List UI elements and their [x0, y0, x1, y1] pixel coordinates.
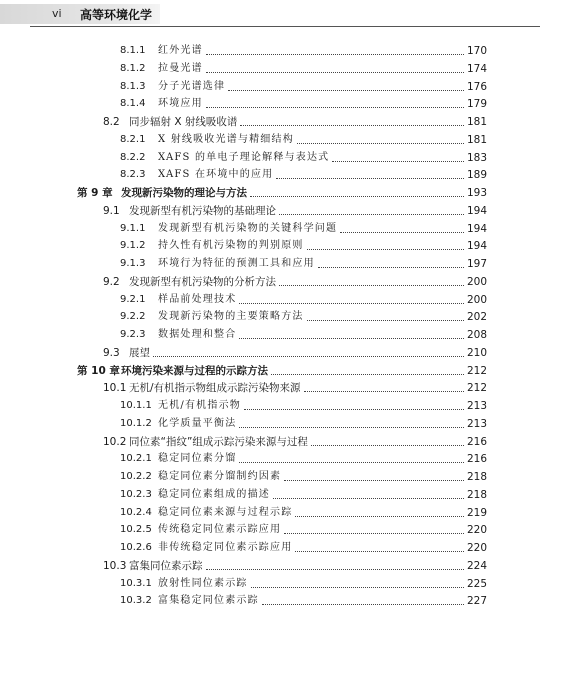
toc-entry-page: 170: [466, 45, 487, 57]
toc-entry-number: 9.1.1: [120, 222, 146, 234]
toc-entry-page: 194: [466, 240, 487, 253]
toc-entry[interactable]: [120, 255, 487, 273]
toc-entry-page: 194: [466, 222, 487, 235]
dot-leader: [251, 586, 464, 588]
toc-entry-number: 10.2.5: [120, 524, 152, 536]
header-rule: [30, 26, 540, 27]
toc-entry-page: 219: [466, 506, 487, 519]
dot-leader: [262, 603, 464, 605]
toc-entry-title: 放射性同位素示踪: [158, 577, 248, 589]
dot-leader: [206, 106, 464, 108]
toc-entry[interactable]: [103, 379, 487, 397]
toc-entry-number: 9.1.3: [120, 258, 146, 269]
toc-entry[interactable]: [120, 95, 487, 113]
toc-entry-title: 拉曼光谱: [158, 62, 203, 74]
toc-entry-title: 稳定同位素分馏制约因素: [158, 471, 282, 482]
dot-leader: [273, 497, 464, 499]
toc-entry-title: 富集同位素示踪: [129, 559, 203, 572]
toc-entry-page: 181: [466, 133, 487, 146]
dot-leader: [239, 302, 464, 304]
dot-leader: [295, 550, 464, 552]
toc-entry-title: 环境应用: [158, 98, 203, 110]
dot-leader: [295, 515, 464, 517]
toc-entry-page: 194: [466, 204, 487, 217]
toc-entry-title: 发现新型有机污染物的关键科学问题: [158, 222, 338, 234]
toc-entry-page: 181: [466, 116, 487, 128]
toc-entry-title: 稳定同位素分馏: [158, 453, 237, 465]
toc-entry-title: 化学质量平衡法: [158, 417, 237, 429]
toc-entry-title: 发现新污染物的主要策略方法: [158, 311, 304, 323]
toc-entry-page: 210: [466, 346, 487, 359]
dot-leader: [271, 373, 464, 375]
toc-entry[interactable]: [120, 486, 487, 504]
toc-entry-number: 10.3.2: [120, 595, 152, 607]
toc-entry-number: 9.2.3: [120, 329, 146, 340]
dot-leader: [284, 479, 464, 481]
toc-entry-title: 发现新型有机污染物的基础理论: [129, 204, 276, 217]
toc-entry-title: 环境污染来源与过程的示踪方法: [121, 364, 268, 377]
toc-entry-number: 第 9 章: [77, 187, 113, 199]
toc-entry-title: XAFS 的单电子理论解释与表达式: [158, 151, 330, 163]
toc-entry-title: 数据处理和整合: [158, 329, 237, 340]
dot-leader: [279, 284, 464, 286]
toc-entry-number: 10.2.4: [120, 506, 152, 518]
toc-entry-page: 200: [466, 293, 487, 306]
toc-entry[interactable]: [120, 592, 487, 610]
toc-entry-title: 无机/有机指示物: [158, 400, 241, 411]
toc-entry-number: 8.1.4: [120, 98, 146, 110]
toc-entry-number: 9.2.1: [120, 293, 146, 305]
toc-entry-page: 212: [466, 364, 487, 377]
toc-entry[interactable]: [120, 397, 487, 415]
dot-leader: [206, 71, 464, 73]
toc-entry[interactable]: [120, 308, 487, 326]
toc-entry-page: 179: [466, 98, 487, 111]
toc-entry-number: 9.2.2: [120, 311, 146, 323]
toc-entry-page: 212: [466, 382, 487, 395]
toc-entry-number: 8.2.2: [120, 151, 146, 163]
dot-leader: [307, 248, 464, 250]
toc-entry-number: 8.2.3: [120, 169, 146, 181]
toc-entry-page: 216: [466, 453, 487, 466]
toc-entry[interactable]: [120, 60, 487, 78]
toc-entry[interactable]: [120, 291, 487, 309]
dot-leader: [240, 124, 464, 126]
toc-entry-number: 9.1: [103, 204, 120, 217]
dot-leader: [318, 266, 464, 268]
toc-entry-title: 发现新污染物的理论与方法: [121, 187, 247, 199]
dot-leader: [228, 89, 464, 91]
toc-entry-number: 10.2.6: [120, 542, 152, 553]
toc-entry[interactable]: [120, 575, 487, 593]
dot-leader: [239, 426, 464, 428]
toc-entry[interactable]: [120, 450, 487, 468]
toc-entry-title: 发现新型有机污染物的分析方法: [129, 275, 276, 288]
toc-entry-page: 216: [466, 435, 487, 448]
toc-entry[interactable]: [103, 273, 487, 291]
toc-entry-title: 展望: [129, 346, 150, 359]
dot-leader: [206, 568, 464, 570]
toc-entry[interactable]: [103, 113, 487, 131]
toc-entry-title: 持久性有机污染物的判别原则: [158, 240, 304, 252]
dot-leader: [304, 390, 464, 392]
toc-entry[interactable]: [77, 184, 487, 202]
toc-entry[interactable]: [120, 521, 487, 539]
toc-entry[interactable]: [103, 557, 487, 575]
toc-entry-page: 213: [466, 417, 487, 430]
dot-leader: [239, 461, 464, 463]
toc-entry[interactable]: [120, 504, 487, 522]
toc-entry-page: 218: [466, 488, 487, 501]
toc-entry-title: 稳定同位素来源与过程示踪: [158, 506, 293, 518]
toc-entry-number: 10.3: [103, 559, 127, 572]
toc-entry[interactable]: [103, 344, 487, 362]
toc-entry-page: 174: [466, 62, 487, 75]
toc-entry-number: 10.2.2: [120, 471, 152, 482]
toc-entry-title: 环境行为特征的预测工具和应用: [158, 258, 315, 269]
toc-entry[interactable]: [120, 539, 487, 557]
toc-entry-page: 189: [466, 169, 487, 182]
toc-entry-number: 10.2: [103, 435, 127, 448]
toc-entry-page: 183: [466, 151, 487, 164]
toc-entry[interactable]: [120, 149, 487, 167]
toc-entry-page: 176: [466, 80, 487, 93]
toc-entry-number: 10.1: [103, 382, 127, 395]
book-title: 高等环境化学: [80, 8, 153, 22]
toc-entry-number: 9.2: [103, 275, 120, 288]
dot-leader: [250, 195, 464, 197]
toc-entry-number: 9.3: [103, 346, 120, 359]
toc-entry[interactable]: [120, 131, 487, 149]
toc-entry-title: 富集稳定同位素示踪: [158, 595, 259, 607]
dot-leader: [239, 337, 464, 339]
toc-entry[interactable]: [120, 166, 487, 184]
toc-entry-title: 无机/有机指示物组成示踪污染物来源: [129, 382, 301, 395]
dot-leader: [276, 177, 464, 179]
toc-entry-number: 10.2.1: [120, 453, 152, 465]
toc-entry-page: 218: [466, 471, 487, 483]
dot-leader: [244, 408, 464, 410]
toc-entry[interactable]: [120, 78, 487, 96]
toc-entry-page: 225: [466, 577, 487, 590]
dot-leader: [153, 355, 464, 357]
toc-entry[interactable]: [103, 433, 487, 451]
toc-entry-number: 第 10 章: [77, 364, 120, 377]
toc-entry-page: 200: [466, 275, 487, 288]
toc-entry-page: 197: [466, 258, 487, 270]
toc-entry-number: 10.2.3: [120, 488, 152, 500]
toc-entry-title: 分子光谱选律: [158, 80, 226, 92]
toc-entry-title: 同位素“指纹”组成示踪污染来源与过程: [129, 435, 308, 448]
toc-entry-page: 202: [466, 311, 487, 324]
toc-entry[interactable]: [120, 220, 487, 238]
dot-leader: [279, 213, 464, 215]
toc-entry-page: 227: [466, 595, 487, 608]
dot-leader: [307, 319, 464, 321]
toc-entry-page: 193: [466, 187, 487, 199]
toc-entry-title: XAFS 在环境中的应用: [158, 169, 274, 181]
dot-leader: [284, 532, 464, 534]
toc-entry-number: 8.1.3: [120, 80, 146, 92]
toc-entry-number: 8.2: [103, 116, 120, 128]
page-header: [0, 0, 567, 26]
toc-entry-number: 10.3.1: [120, 577, 152, 589]
toc-entry[interactable]: [120, 42, 487, 60]
toc-entry[interactable]: [103, 202, 487, 220]
dot-leader: [340, 231, 464, 233]
toc-entry-title: 传统稳定同位素示踪应用: [158, 524, 282, 536]
dot-leader: [311, 444, 464, 446]
toc-entry[interactable]: [120, 237, 487, 255]
toc-entry-title: 样品前处理技术: [158, 293, 237, 305]
dot-leader: [297, 142, 464, 144]
toc-entry-title: 同步辐射 X 射线吸收谱: [129, 116, 238, 128]
toc-entry-page: 224: [466, 559, 487, 572]
toc-entry-page: 220: [466, 524, 487, 537]
dot-leader: [332, 160, 464, 162]
toc-entry-number: 10.1.1: [120, 400, 152, 411]
toc-entry-number: 8.1.1: [120, 45, 146, 56]
toc-entry-title: 红外光谱: [158, 45, 203, 56]
dot-leader: [206, 53, 464, 55]
toc-entry[interactable]: [120, 415, 487, 433]
toc-entry-page: 208: [466, 329, 487, 341]
toc-entry-title: X 射线吸收光谱与精细结构: [158, 133, 294, 145]
toc-entry-page: 213: [466, 400, 487, 412]
toc-entry-title: 非传统稳定同位素示踪应用: [158, 542, 293, 553]
toc-entry-number: 8.2.1: [120, 133, 146, 145]
toc-entry[interactable]: [120, 468, 487, 486]
toc-entry[interactable]: [77, 362, 487, 380]
toc-entry-number: 8.1.2: [120, 62, 146, 74]
toc-entry-number: 10.1.2: [120, 417, 152, 429]
toc-entry-page: 220: [466, 542, 487, 554]
toc-entry-title: 稳定同位素组成的描述: [158, 488, 270, 500]
toc-entry-number: 9.1.2: [120, 240, 146, 252]
toc-entry[interactable]: [120, 326, 487, 344]
page-number: vi: [52, 7, 62, 20]
